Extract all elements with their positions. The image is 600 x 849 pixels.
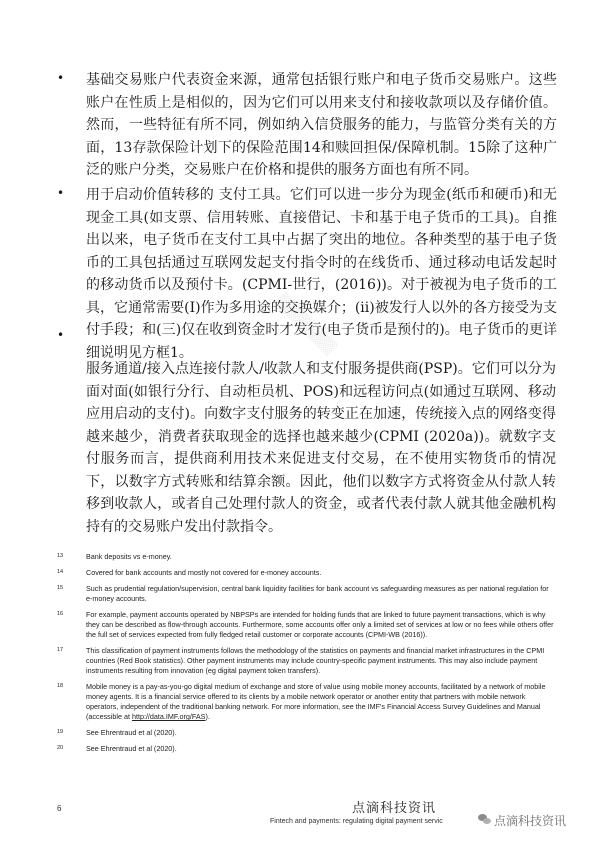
footnote-text-tail: ). [205, 712, 210, 721]
bullet-item-instruments [57, 184, 557, 364]
footnote-text: See Ehrentraud et al (2020). [86, 728, 177, 737]
footnote-number: 16 [57, 611, 64, 617]
footnote [57, 552, 557, 562]
bullet-marker: • [57, 328, 65, 342]
footnote-number: 14 [57, 569, 64, 575]
footnote-number: 18 [57, 683, 64, 689]
footnote-text: Covered for bank accounts and mostly not covered for e-money accounts. [86, 568, 322, 577]
footnote-text: This classification of payment instruments follows the methodology of the statistics on payments and financial market infrastructures in the CPMI countries (Red Book statistics). Other payment instruments may include country-specific payment instruments. This may also include payment instruments resulting from innovation (eg digital payment token transfers). [86, 646, 545, 675]
footnotes [57, 552, 557, 760]
bullet-marker: • [57, 186, 65, 200]
bullet-text: 基础交易账户代表资金来源，通常包括银行账户和电子货币交易账户。这些账户在性质上是相似的，因为它们可以用来支付和接收款项以及存储价值。然而，一些特征有所不同，例如纳入信贷服务的能力，与监管分类有关的方面，13存款保险计划下的保险范围14和赎回担保/保障机制。15除了这种广泛的账户分类，交易账户在价格和提供的服务方面也有所不同。 [86, 72, 557, 178]
footnote [57, 584, 557, 604]
bullet-marker: • [57, 71, 65, 85]
footnote [57, 728, 557, 738]
watermark: ▒▒▒▒▒▒▒ [273, 292, 338, 357]
footnote-number: 13 [57, 553, 64, 559]
body-paragraph-channels: 服务通道/接入点连接付款人/收款人和支付服务提供商(PSP)。它们可以分为面对面(如银行分行、自动柜员机、POS)和远程访问点(如通过互联网、移动应用启动的支付)。向数字支付服务的转变正在加速，传统接入点的网络变得越来越少，消费者获取现金的选择也越来越少(CPMI (2020a))。就数字支付服务而言，提供商利用技术来促进支付交易，在不使用实物货币的情况下，以数字方式转账和结算余额。因此，他们以数字方式将资金从付款人转移到收款人，或者自己处理付款人的资金，或者代表付款人就其他金融机构持有的交易账户发出付款指令。 [86, 361, 556, 535]
brand-watermark-title: 点滴科技资讯 [352, 801, 437, 816]
footnote-number: 19 [57, 729, 64, 735]
footnote-text: For example, payment accounts operated by NBPSPs are intended for holding funds that are linked to future payment transactions, which is why they can be described as flow-through accounts. Furthermore, some accounts offer only a limited set of services at low or no fees while others offer the full set of services expected from fully fledged retail customer or corporate accounts (CPMI-WB (2016)). [86, 610, 554, 639]
footnote [57, 744, 557, 754]
running-footer-title: Fintech and payments: regulating digital payment servic [270, 818, 443, 825]
footnote [57, 610, 557, 640]
wechat-label: 点滴科技资讯 [494, 813, 567, 828]
footnote-number: 15 [57, 585, 64, 591]
bullet-text: 用于启动价值转移的 支付工具。它们可以进一步分为现金(纸币和硬币)和无现金工具(如支票、信用转账、直接借记、卡和基于电子货币的工具)。自推出以来，电子货币在支付工具中占据了突出的地位。各种类型的基于电子货币的工具包括通过互联网发起支付指令时的在线货币、通过移动电话发起时的移动货币以及预付卡。(CPMI-世行，(2016))。对于被视为电子货币的工具，它通常需要(I)作为多用途的交换媒介；(ii)被发行人以外的各方接受为支付手段；和(三)仅在收到资金时才发行(电子货币是预付的)。电子货币的更详细说明见方框1。 [86, 187, 557, 361]
footnote-text: Bank deposits vs e-money. [86, 552, 172, 561]
footnote [57, 646, 557, 676]
imf-fas-link[interactable]: http://data.IMF.org/FAS [131, 712, 206, 721]
footnote [57, 568, 557, 578]
footnote-number: 20 [57, 745, 64, 751]
wechat-icon [478, 814, 492, 826]
footnote-text [86, 682, 557, 722]
footnote-text-body: Mobile money is a pay-as-you-go digital medium of exchange and store of value using mobile money accounts, facilitated by a network of mobile money agents. It is a financial service offered to its clients by a mobile network operator or another entity that partners with mobile network operators, independent of the traditional banking network. For more information, see the IMF's Financial Access Survey Guidelines and Manual (accessible at [86, 682, 546, 721]
footnote [57, 682, 557, 722]
wechat-badge [478, 811, 566, 829]
bullet-item-accounts [57, 69, 557, 182]
footnote-text: Such as prudential regulation/supervision, central bank liquidity facilities for bank account vs safeguarding measures as per national regulation for e-money accounts. [86, 584, 549, 603]
footnote-text: See Ehrentraud et al (2020). [86, 744, 177, 753]
page-number: 6 [57, 804, 62, 813]
footnote-number: 17 [57, 647, 64, 653]
